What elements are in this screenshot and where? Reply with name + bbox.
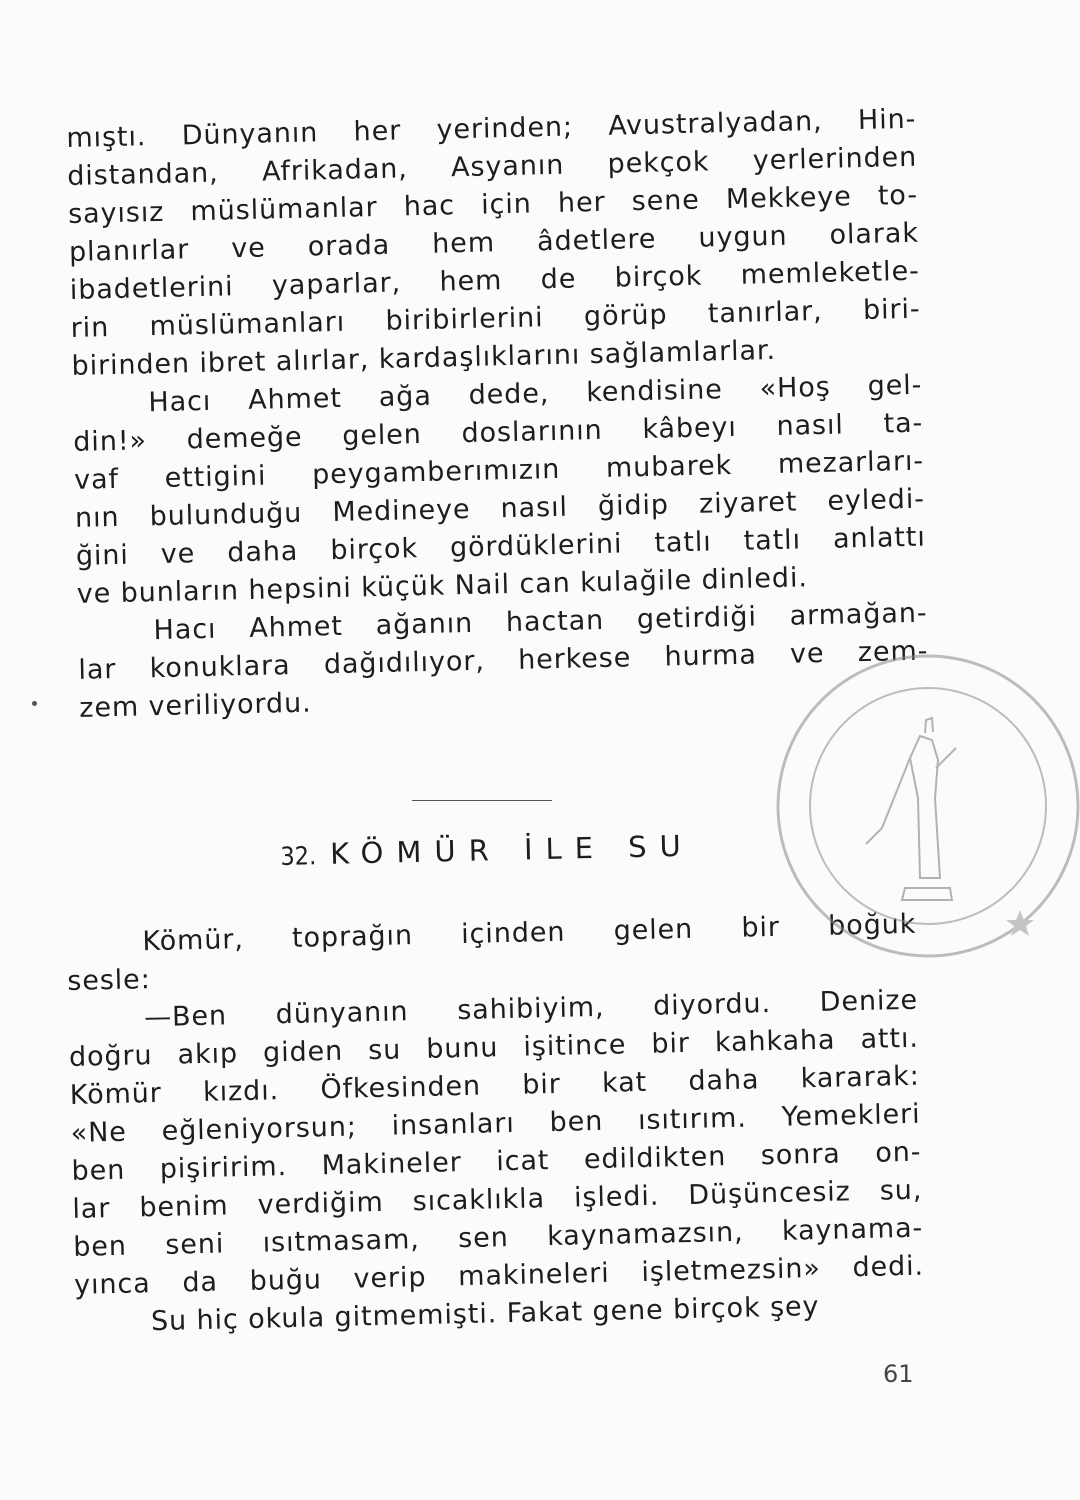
text-line: distandan, Afrikadan, Asyanın pekçok yerlerinden	[66, 141, 918, 192]
text-line: ben seni ısıtmasam, sen kaynamazsın, kaynama-	[72, 1212, 924, 1263]
library-stamp-icon	[770, 648, 1080, 964]
text-line: rin müslümanları biribirlerini görüp tanırlar, biri-	[70, 293, 921, 344]
text-line: vaf ettigini peygamberımızın mubarek mezarları-	[73, 445, 925, 496]
section-heading	[280, 829, 694, 872]
text-line: doğru akıp giden su bunu işitince bir kahkaha attı.	[68, 1022, 920, 1073]
text-line: —Ben dünyanın sahibiyim, diyordu. Denize	[143, 984, 919, 1034]
text-line: nın bulunduğu Medineye nasıl ğidip ziyaret eyledi-	[74, 483, 926, 534]
text-line: ve bunların hepsini küçük Nail can kulağile dinledi.	[76, 562, 809, 610]
text-line: zem veriliyordu.	[78, 687, 312, 724]
text-line: planırlar ve orada hem âdetlere uygun olarak	[68, 217, 920, 268]
text-line: Kömür, toprağın içinden gelen bir boğuk	[142, 908, 917, 958]
text-line: Su hiç okula gitmemişti. Fakat gene birçok şey	[150, 1291, 820, 1338]
text-line: birinden ibret alırlar, kardaşlıklarını sağlamlarlar.	[71, 334, 777, 382]
paragraph-block-haci-ahmet	[66, 101, 930, 728]
text-line: «Ne eğleniyorsun; insanları ben ısıtırım. Yemekleri	[70, 1098, 921, 1149]
paragraph-block-komur-ile-su	[66, 906, 925, 1343]
text-line: din!» demeğe gelen doslarının kâbeyı nasıl ta-	[72, 407, 924, 458]
section-title: KÖMÜR İLE SU	[329, 828, 695, 871]
text-line: sayısız müslümanlar hac için her sene Mekkeye to-	[67, 179, 919, 230]
section-divider	[412, 800, 552, 801]
text-line: sesle:	[66, 964, 151, 997]
text-line: mıştı. Dünyanın her yerinden; Avustralyadan, Hin-	[66, 103, 917, 154]
text-line: ğini ve daha birçok gördüklerini tatlı tatlı anlattı	[75, 521, 927, 572]
text-line: Kömür kızdı. Öfkesinden bir kat daha kararak:	[69, 1060, 921, 1111]
text-line: lar konuklara dağıdılıyor, herkese hurma ve zem-	[78, 635, 929, 686]
text-line: Hacı Ahmet ağa dede, kendisine «Hoş gel-	[148, 369, 923, 419]
text-line: yınca da buğu verip makineleri işletmezsin» dedi.	[73, 1250, 925, 1301]
text-line: ibadetlerini yaparlar, hem de birçok memleketle-	[69, 255, 921, 306]
margin-mark	[32, 701, 37, 706]
page-number: 61	[883, 1360, 914, 1388]
text-line: lar benim verdiğim sıcaklıkla işledi. Düşüncesiz su,	[72, 1174, 923, 1225]
text-line: Hacı Ahmet ağanın hactan getirdiği armağan-	[153, 597, 928, 647]
section-number: 32.	[280, 841, 317, 871]
text-line: ben pişiririm. Makineler icat edildikten sonra on-	[71, 1136, 922, 1187]
